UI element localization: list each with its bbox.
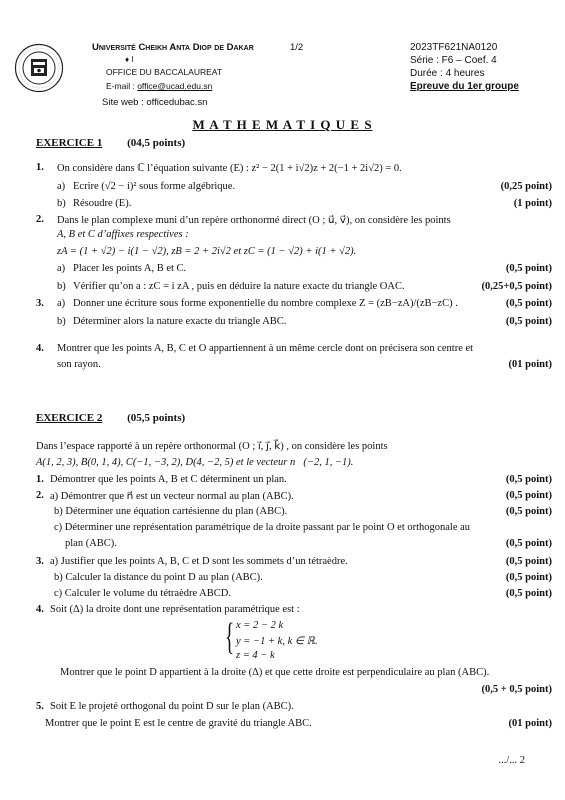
diamond-mark: ♦ I — [125, 55, 134, 64]
ex2-q4-text: Montrer que le point D appartient à la droite (Δ) et que cette droite est perpendiculaire au plan (ABC). — [60, 667, 490, 678]
ex1-q2a: Placer les points A, B et C. — [73, 263, 187, 274]
ex1-q4-line2: son rayon. — [57, 359, 101, 370]
exam-session: Epreuve du 1er groupe — [410, 81, 519, 92]
ex1-q3a-points: (0,5 point) — [505, 298, 552, 309]
system-eq-z: z = 4 − k — [236, 650, 275, 661]
email-line — [106, 81, 212, 91]
ex2-intro-points: A(1, 2, 3), B(0, 1, 4), C(−1, −3, 2), D(4, −2, 5) et le vecteur n⃗(−2, 1, −1). — [36, 457, 354, 468]
ex2-q3c-points: (0,5 point) — [505, 588, 552, 599]
exam-code: 2023TF621NA0120 — [410, 42, 498, 53]
ex1-q2b: Vérifier qu’on a : zC = i zA , puis en déduire la nature exacte du triangle OAC. — [73, 281, 405, 292]
ex2-q3b-points: (0,5 point) — [505, 572, 552, 583]
ex2-q2a: a) Démontrer que n⃗ est un vecteur normal au plan (ABC). — [50, 491, 294, 502]
ex2-q2c-points: (0,5 point) — [505, 538, 552, 549]
ex2-q2b-points: (0,5 point) — [505, 506, 552, 517]
ex2-q5: Soit E le projeté orthogonal du point D sur le plan (ABC). — [50, 701, 294, 712]
ex1-q1b-points: (1 point) — [513, 198, 552, 209]
system-brace: { — [225, 616, 235, 658]
ex2-q2c: c) Déterminer une représentation paramétrique de la droite passant par le point O et orthogonale au — [54, 522, 471, 533]
ex1-title: EXERCICE 1 — [36, 137, 103, 149]
page-title: M A T H E M A T I Q U E S — [192, 117, 373, 132]
ex1-q4: Montrer que les points A, B, C et O appartiennent à un même cercle dont on précisera son centre et — [57, 343, 474, 354]
ex2-heading — [36, 412, 185, 424]
email-link[interactable]: office@ucad.edu.sn — [137, 81, 213, 91]
ex2-title: EXERCICE 2 — [36, 412, 103, 424]
ex2-intro: Dans l’espace rapporté à un repère orthonormal (O ; i⃗, j⃗, k⃗) , on considère les points — [36, 441, 388, 452]
ex2-q3a-points: (0,5 point) — [505, 556, 552, 567]
page-continuation: .../... 2 — [498, 755, 525, 766]
ex1-q3b: Déterminer alors la nature exacte du triangle ABC. — [73, 316, 287, 327]
ex2-q3b: b) Calculer la distance du point D au plan (ABC). — [54, 572, 263, 583]
ex2-q5-line2: Montrer que le point E est le centre de gravité du triangle ABC. — [45, 718, 312, 729]
ex1-q2-line2: A, B et C d’affixes respectives : — [57, 229, 189, 240]
office-label: OFFICE DU BACCALAUREAT — [106, 67, 223, 77]
system-eq-x: x = 2 − 2 k — [236, 620, 284, 631]
ex2-q3c: c) Calculer le volume du tétraèdre ABCD. — [54, 588, 231, 599]
email-label: E-mail : — [106, 81, 135, 91]
system-eq-y: y = −1 + k, k ∈ ℝ. — [236, 636, 318, 647]
ex2-q1: Démontrer que les points A, B et C déterminent un plan. — [50, 474, 287, 485]
ex1-q1a: Ecrire (√2 − i)² sous forme algébrique. — [73, 181, 236, 192]
university-seal-logo — [14, 43, 64, 93]
ex2-q3a: a) Justifier que les points A, B, C et D sont les sommets d’un tétraèdre. — [50, 556, 348, 567]
ex2-q2a-points: (0,5 point) — [505, 490, 552, 501]
exam-duration: Durée : 4 heures — [410, 68, 485, 79]
ex1-q4-points: (01 point) — [508, 359, 552, 370]
ex1-q1: On considère dans ℂ l’équation suivante (E) : z² − 2(1 + i√2)z + 2(−1 + 2i√2) = 0. — [57, 163, 402, 174]
ex2-q2b: b) Déterminer une équation cartésienne du plan (ABC). — [54, 506, 288, 517]
ex1-q2-affixes: zA = (1 + √2) − i(1 − √2), zB = 2 + 2i√2 et zC = (1 − √2) + i(1 + √2). — [57, 246, 357, 257]
ex1-q2a-points: (0,5 point) — [505, 263, 552, 274]
website-line[interactable]: Site web : officedubac.sn — [102, 97, 208, 108]
ex2-q2c-line2: plan (ABC). — [65, 538, 117, 549]
ex1-q2: Dans le plan complexe muni d’un repère orthonormé direct (O ; u⃗, v⃗), on considère les points — [57, 215, 451, 226]
ex2-q4: Soit (Δ) la droite dont une représentation paramétrique est : — [50, 604, 300, 615]
ex1-q3a: Donner une écriture sous forme exponentielle du nombre complexe Z = (zB−zA)/(zB−zC) . — [73, 298, 458, 309]
ex1-points: (04,5 points) — [127, 137, 186, 149]
ex2-q4-points: (0,5 + 0,5 point) — [481, 684, 552, 695]
page-number: 1/2 — [290, 42, 304, 53]
ex1-q3b-points: (0,5 point) — [505, 316, 552, 327]
ex1-q1a-points: (0,25 point) — [500, 181, 552, 192]
university-name: Université Cheikh Anta Diop de Dakar — [92, 42, 254, 53]
ex2-points: (05,5 points) — [127, 412, 186, 424]
ex2-q1-points: (0,5 point) — [505, 474, 552, 485]
ex1-heading — [36, 137, 185, 149]
ex1-q1b: Résoudre (E). — [73, 198, 132, 209]
ex1-q2b-points: (0,25+0,5 point) — [481, 281, 552, 292]
exam-serie: Série : F6 – Coef. 4 — [410, 55, 497, 66]
ex2-q5-points: (01 point) — [508, 718, 552, 729]
